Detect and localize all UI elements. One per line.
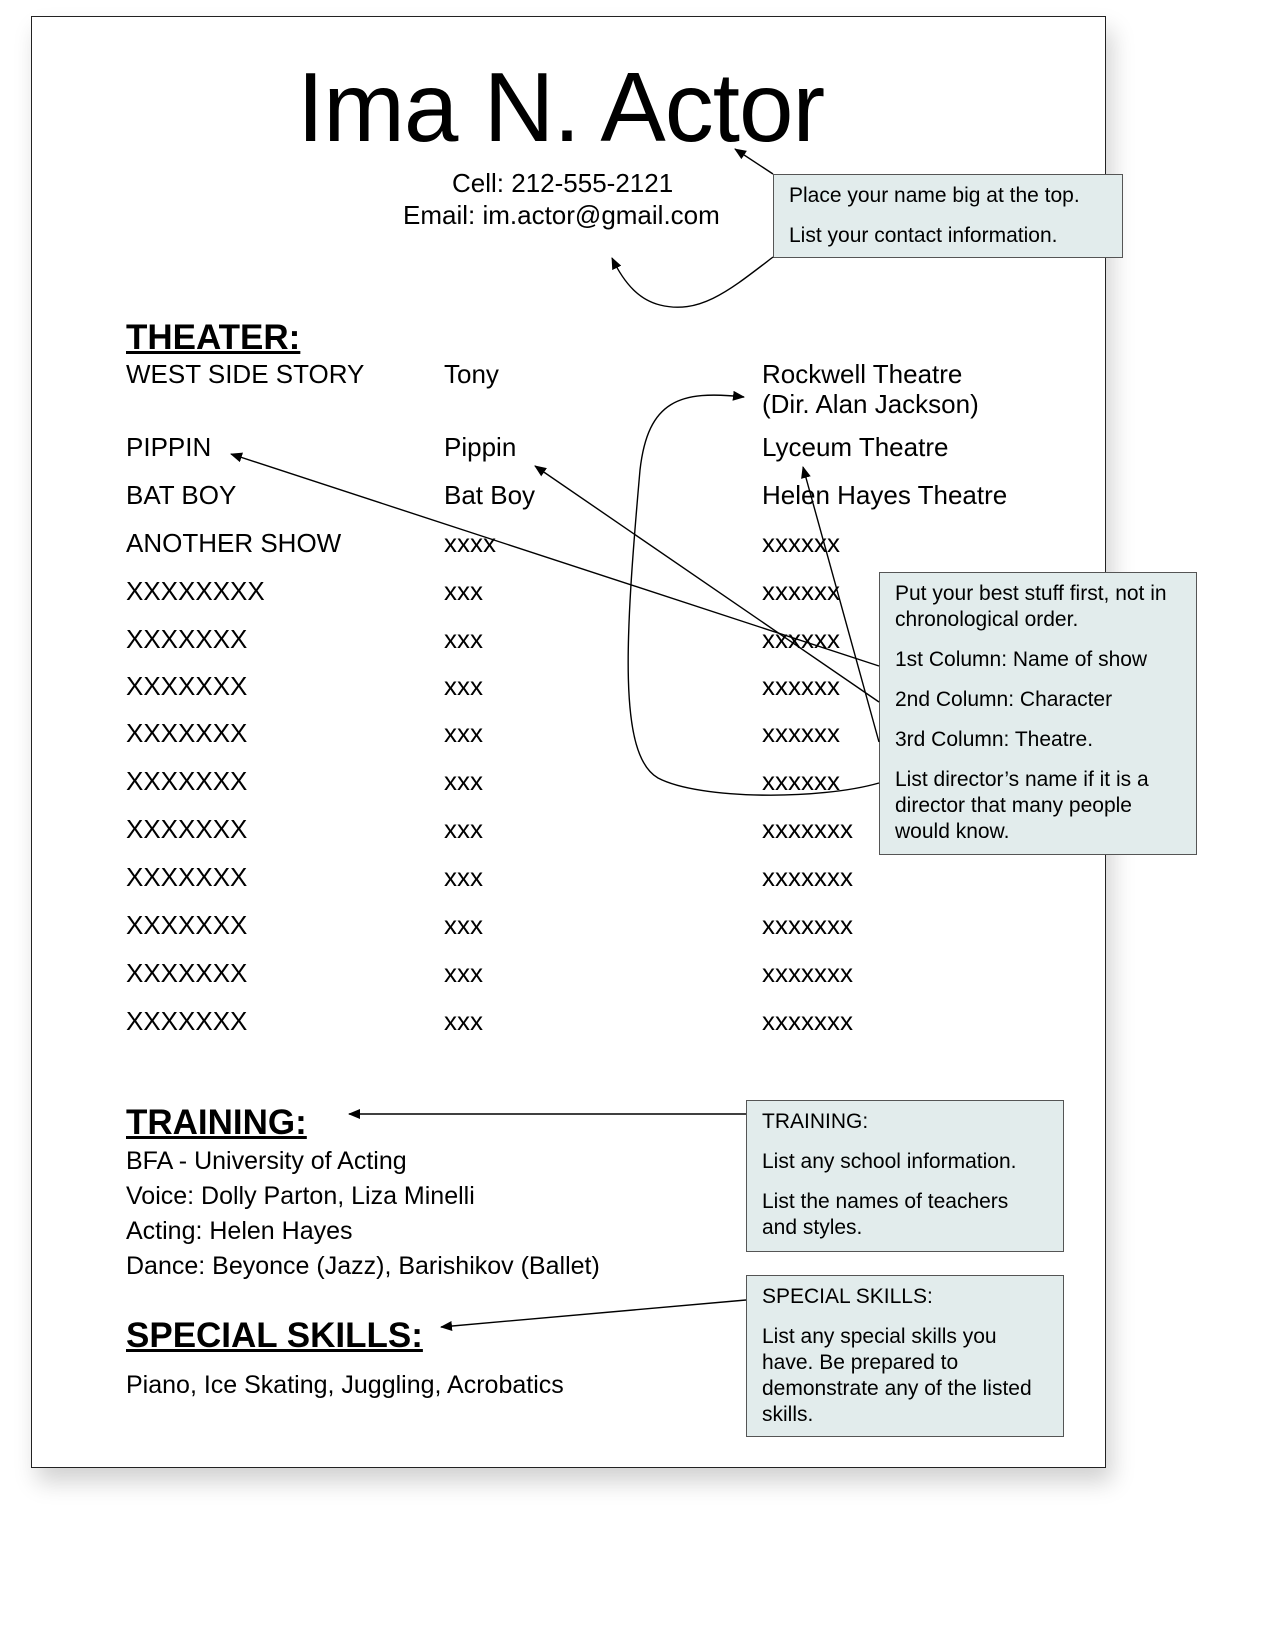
note-text: List the names of teachers and styles. bbox=[762, 1190, 1009, 1239]
note-text: List director’s name if it is a director that many people would know. bbox=[895, 768, 1149, 843]
show-name: XXXXXXX bbox=[126, 1006, 248, 1036]
show-name: XXXXXXX bbox=[126, 958, 248, 988]
theatre-name: xxxxxxx bbox=[762, 814, 853, 844]
show-name: XXXXXXX bbox=[126, 862, 248, 892]
show-name: XXXXXXX bbox=[126, 624, 248, 654]
note-text: 1st Column: Name of show bbox=[895, 648, 1148, 671]
note-text: SPECIAL SKILLS: bbox=[762, 1285, 933, 1308]
skills-note bbox=[746, 1275, 1064, 1437]
training-line: Voice: Dolly Parton, Liza Minelli bbox=[126, 1182, 475, 1210]
theater-heading: THEATER: bbox=[126, 318, 301, 357]
theatre-name: Helen Hayes Theatre bbox=[762, 480, 1008, 510]
show-name: XXXXXXX bbox=[126, 766, 248, 796]
theatre-name: xxxxxx bbox=[762, 576, 840, 606]
character-name: xxx bbox=[444, 718, 483, 748]
theatre-name: xxxxxx bbox=[762, 624, 840, 654]
character-name: xxx bbox=[444, 624, 483, 654]
note-text: List your contact information. bbox=[789, 224, 1058, 247]
training-note bbox=[746, 1100, 1064, 1252]
character-name: xxx bbox=[444, 910, 483, 940]
character-name: xxxx bbox=[444, 528, 496, 558]
training-heading: TRAINING: bbox=[126, 1103, 307, 1142]
character-name: xxx bbox=[444, 1006, 483, 1036]
email-address: Email: im.actor@gmail.com bbox=[403, 200, 720, 230]
character-name: xxx bbox=[444, 958, 483, 988]
show-name: ANOTHER SHOW bbox=[126, 528, 342, 558]
note-text: List any special skills you have. Be prepared to demonstrate any of the listed skills. bbox=[762, 1325, 1032, 1426]
training-line: Acting: Helen Hayes bbox=[126, 1217, 353, 1245]
theatre-name: xxxxxxx bbox=[762, 910, 853, 940]
theatre-name: xxxxxx bbox=[762, 718, 840, 748]
character-name: xxx bbox=[444, 766, 483, 796]
show-name: BAT BOY bbox=[126, 480, 237, 510]
show-name: XXXXXXX bbox=[126, 671, 248, 701]
show-name: XXXXXXX bbox=[126, 814, 248, 844]
show-name: XXXXXXXX bbox=[126, 576, 265, 606]
theatre-name: xxxxxx bbox=[762, 766, 840, 796]
note-text: List any school information. bbox=[762, 1150, 1017, 1173]
theatre-name: xxxxxxx bbox=[762, 862, 853, 892]
note-text: Put your best stuff first, not in chronological order. bbox=[895, 582, 1167, 631]
character-name: Pippin bbox=[444, 432, 517, 462]
theatre-name: Lyceum Theatre bbox=[762, 432, 949, 462]
theater-note bbox=[879, 572, 1197, 855]
show-name: XXXXXXX bbox=[126, 718, 248, 748]
character-name: xxx bbox=[444, 576, 483, 606]
note-text: TRAINING: bbox=[762, 1110, 869, 1133]
cell-phone: Cell: 212-555-2121 bbox=[452, 168, 674, 198]
show-name: XXXXXXX bbox=[126, 910, 248, 940]
note-text: 2nd Column: Character bbox=[895, 688, 1113, 711]
show-name: PIPPIN bbox=[126, 432, 212, 462]
theatre-name: xxxxxxx bbox=[762, 958, 853, 988]
theatre-name: Rockwell Theatre bbox=[762, 359, 963, 389]
theatre-name: xxxxxx bbox=[762, 671, 840, 701]
director-name: (Dir. Alan Jackson) bbox=[762, 389, 979, 419]
note-text: 3rd Column: Theatre. bbox=[895, 728, 1094, 751]
theatre-name: xxxxxxx bbox=[762, 1006, 853, 1036]
character-name: Tony bbox=[444, 359, 499, 389]
training-line: Dance: Beyonce (Jazz), Barishikov (Ballet) bbox=[126, 1252, 600, 1280]
character-name: Bat Boy bbox=[444, 480, 536, 510]
skills-text: Piano, Ice Skating, Juggling, Acrobatics bbox=[126, 1371, 564, 1399]
name-note bbox=[773, 174, 1123, 258]
show-name: WEST SIDE STORY bbox=[126, 359, 365, 389]
actor-name: Ima N. Actor bbox=[297, 52, 825, 162]
character-name: xxx bbox=[444, 862, 483, 892]
skills-heading: SPECIAL SKILLS: bbox=[126, 1316, 423, 1355]
theatre-name: xxxxxx bbox=[762, 528, 840, 558]
character-name: xxx bbox=[444, 814, 483, 844]
character-name: xxx bbox=[444, 671, 483, 701]
training-line: BFA - University of Acting bbox=[126, 1147, 407, 1175]
note-text: Place your name big at the top. bbox=[789, 184, 1080, 207]
